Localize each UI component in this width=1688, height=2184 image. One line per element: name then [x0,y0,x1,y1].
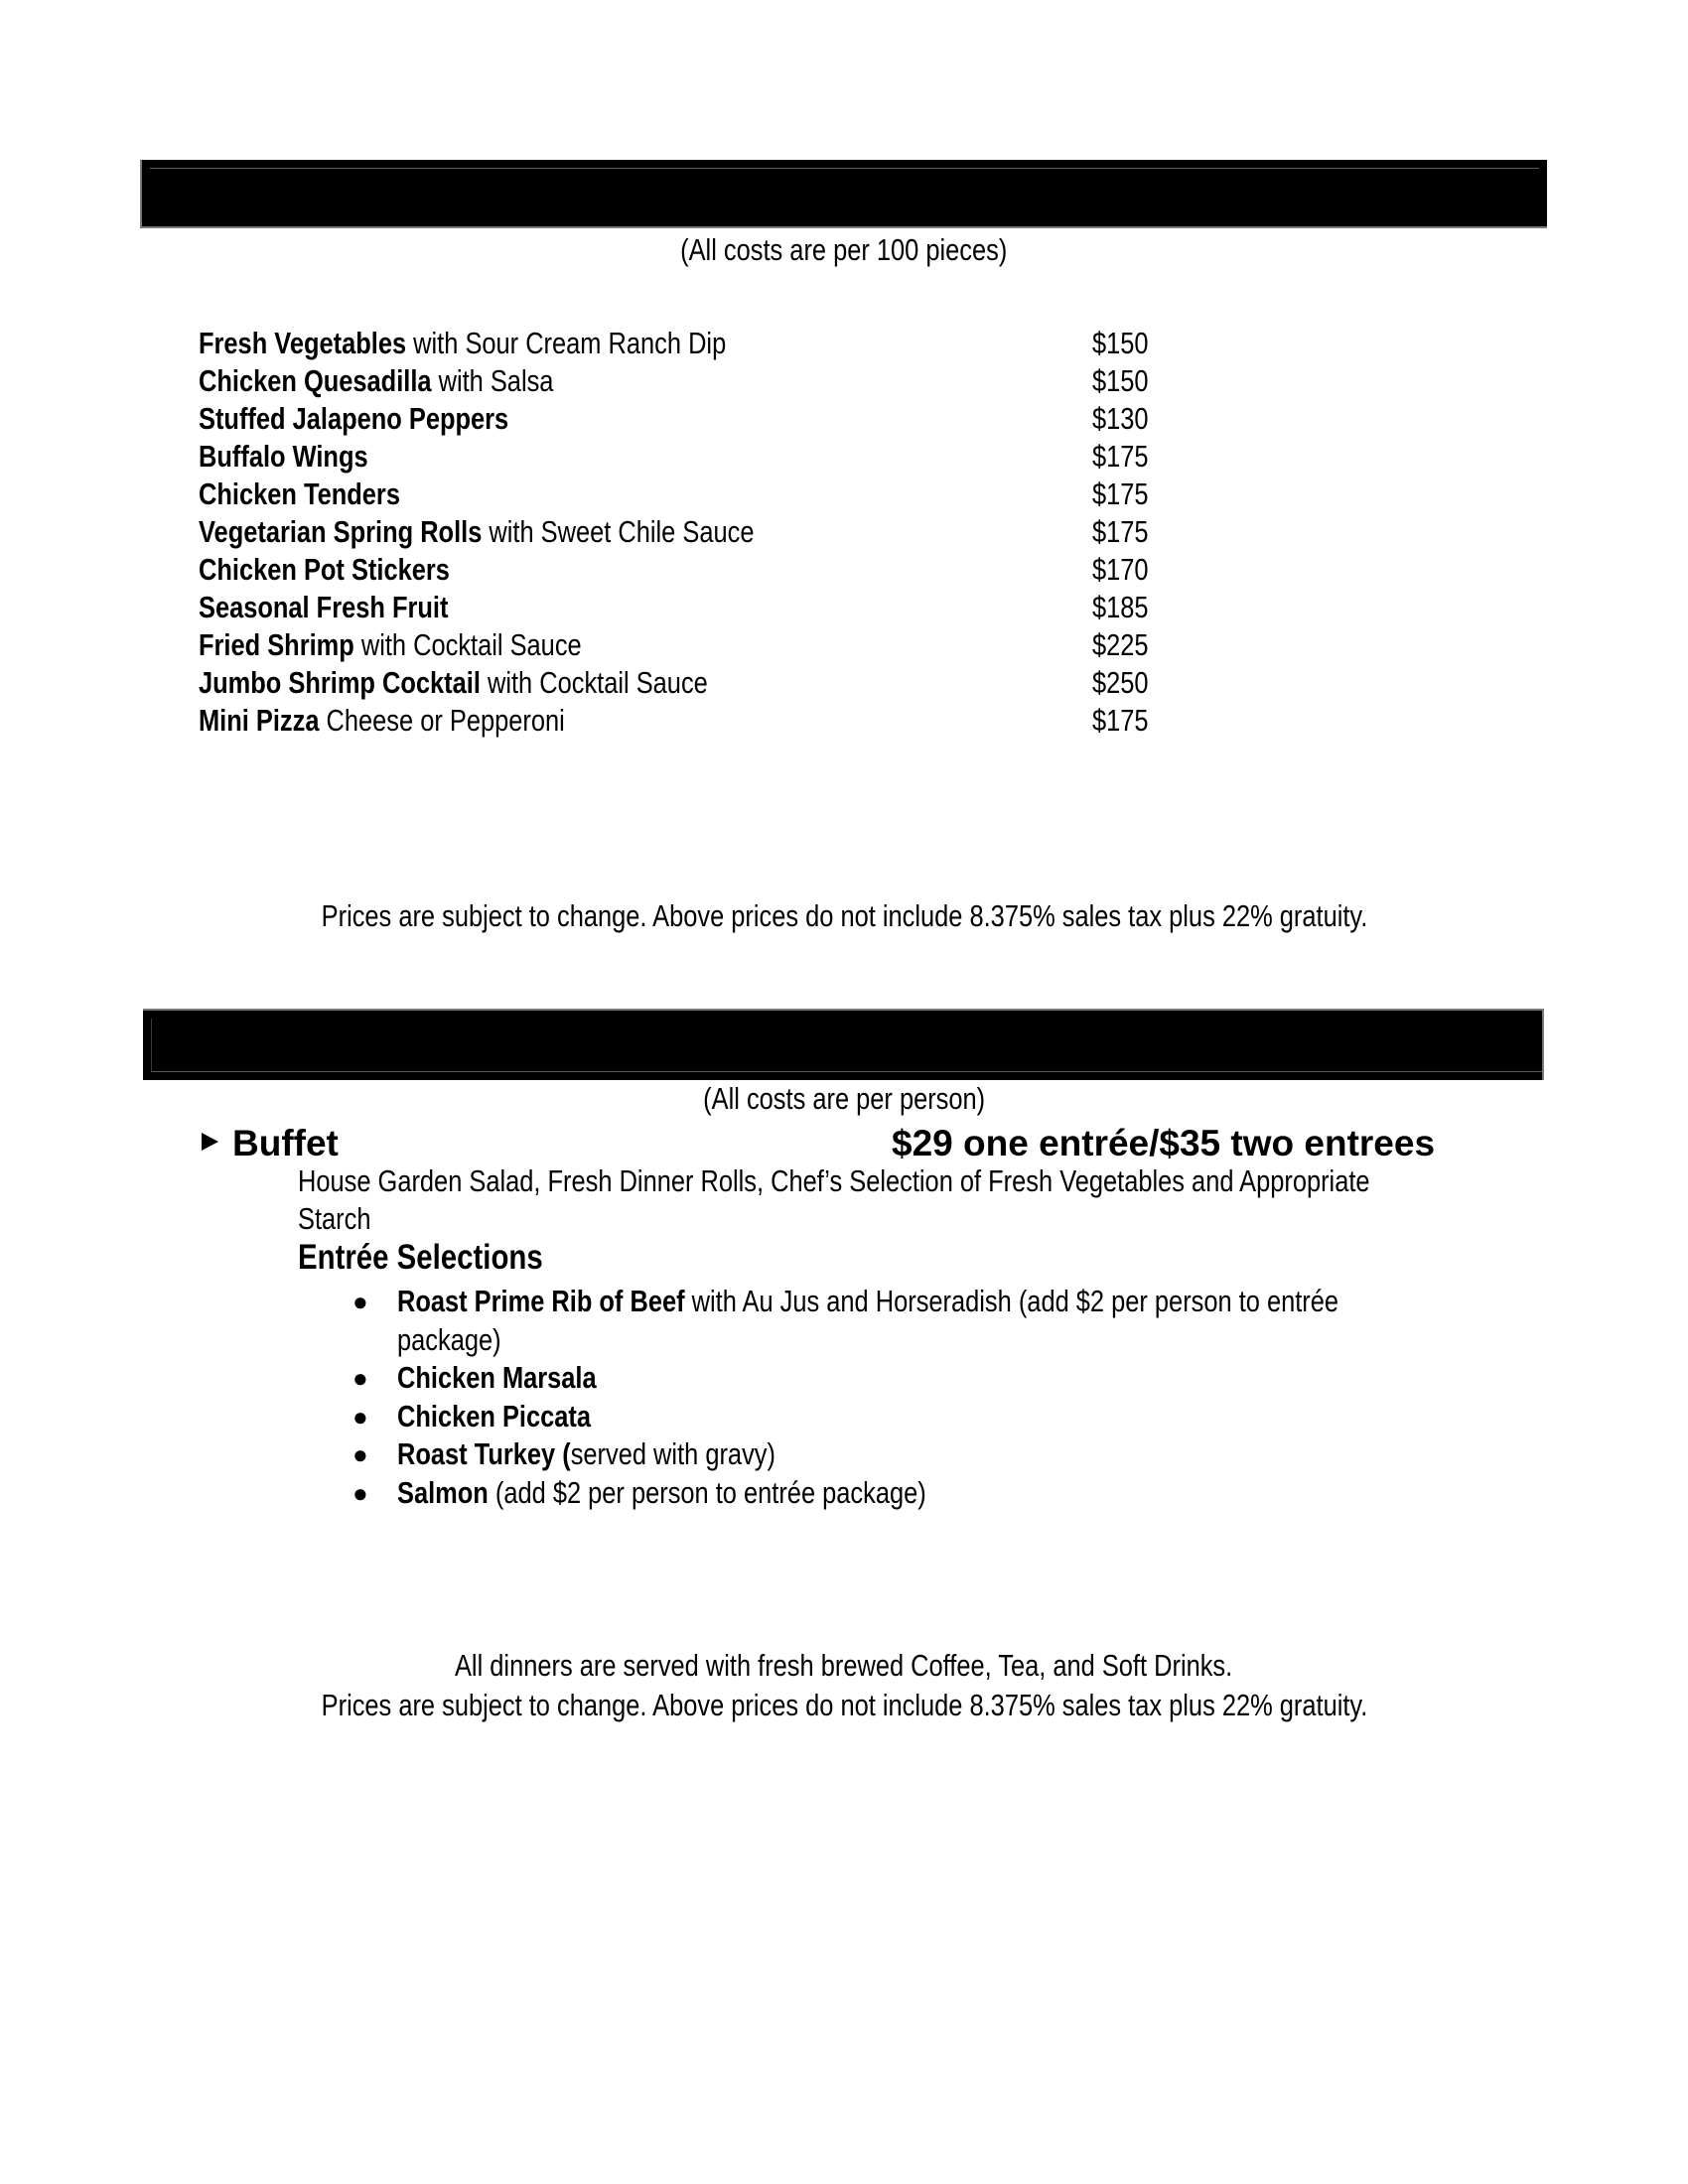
buffet-title: Buffet [232,1123,339,1163]
appetizer-name: Chicken Pot Stickers [199,552,450,587]
appetizer-name: Mini Pizza [199,703,320,738]
appetizer-name: Seasonal Fresh Fruit [199,590,449,624]
dinner-disclaimer [0,1687,1688,1724]
appetizers-disclaimer [0,897,1688,935]
appetizer-label [199,362,553,400]
entree-name: Chicken Piccata [397,1398,591,1433]
bullet-icon: ● [352,1401,368,1432]
appetizer-row [199,664,1192,702]
entree-name: Roast Prime Rib of Beef [397,1284,685,1318]
bullet-icon: ● [352,1439,368,1469]
buffet-heading [202,1122,339,1165]
entree-label [397,1435,775,1474]
appetizers-header-bar [140,160,1547,228]
appetizer-detail: with Sour Cream Ranch Dip [406,326,727,360]
appetizer-detail: with Cocktail Sauce [480,665,708,700]
appetizer-price: $150 [1092,326,1149,360]
entree-name: Roast Turkey ( [397,1436,571,1471]
appetizer-detail: with Salsa [431,363,554,398]
beverage-note [0,1647,1688,1685]
appetizer-label [199,626,582,664]
appetizer-row [199,702,1192,740]
appetizer-row [199,476,1192,513]
appetizer-price: $250 [1092,665,1149,700]
appetizer-row [199,325,1192,362]
appetizer-label [199,702,565,740]
appetizer-name: Buffalo Wings [199,439,368,474]
appetizer-price: $130 [1092,401,1149,436]
bullet-icon: ● [352,1363,368,1393]
appetizer-price: $185 [1092,590,1149,624]
bullet-icon: ● [352,1477,368,1508]
appetizer-label [199,589,448,626]
appetizer-detail: Cheese or Pepperoni [319,703,565,738]
entree-detail-continued: package) [397,1321,501,1357]
entree-selections-heading: Entrée Selections [298,1238,543,1277]
appetizer-name: Jumbo Shrimp Cocktail [199,665,481,700]
header-bar-inner-line [151,1071,1542,1072]
entree-label [397,1474,926,1513]
appetizer-name: Chicken Quesadilla [199,363,432,398]
appetizer-name: Vegetarian Spring Rolls [199,514,483,549]
description-line: House Garden Salad, Fresh Dinner Rolls, Chef’s Selection of Fresh Vegetables and Appropriate [298,1163,1370,1198]
appetizer-label [199,664,708,702]
entree-name: Chicken Marsala [397,1360,597,1395]
appetizer-price: $170 [1092,552,1149,587]
entree-detail: served with gravy) [570,1436,775,1471]
entree-detail: (add $2 per person to entrée package) [488,1474,926,1510]
appetizer-price: $175 [1092,477,1149,511]
entree-label [397,1398,591,1436]
buffet-price: $29 one entrée/$35 two entrees [892,1123,1436,1163]
cost-note-text: (All costs are per 100 pieces) [680,232,1008,267]
disclaimer-text: Prices are subject to change. Above prices do not include 8.375% sales tax plus 22% gratuity. [321,1688,1367,1722]
appetizers-cost-note [0,231,1688,269]
appetizer-row [199,362,1192,400]
appetizer-price: $225 [1092,627,1149,662]
description-line: Starch [298,1201,371,1236]
cost-note-text: (All costs are per person) [703,1081,985,1116]
appetizer-label [199,438,368,476]
appetizer-row [199,551,1192,589]
appetizer-label [199,476,400,513]
dinner-cost-note [0,1080,1688,1118]
bullet-icon: ● [352,1287,368,1316]
appetizer-price: $175 [1092,439,1149,474]
appetizer-name: Chicken Tenders [199,477,400,511]
appetizer-label [199,325,726,362]
appetizer-row [199,626,1192,664]
appetizer-label [199,513,754,551]
appetizer-name: Fresh Vegetables [199,326,407,360]
appetizer-row [199,513,1192,551]
entree-detail: with Au Jus and Horseradish (add $2 per person to entrée [684,1284,1339,1318]
appetizer-list [199,325,1192,740]
appetizer-row [199,589,1192,626]
appetizer-label [199,551,450,589]
appetizer-price: $150 [1092,363,1149,398]
header-bar-inner-vline [151,1019,152,1072]
buffet-description [298,1162,1606,1238]
entree-label [397,1359,597,1398]
header-bar-inner-line [150,168,1539,169]
appetizer-detail: with Sweet Chile Sauce [482,514,755,549]
disclaimer-text: Prices are subject to change. Above prices do not include 8.375% sales tax plus 22% gratuity. [321,898,1367,933]
appetizer-name: Fried Shrimp [199,627,354,662]
appetizer-detail: with Cocktail Sauce [353,627,582,662]
appetizer-name: Stuffed Jalapeno Peppers [199,401,509,436]
beverage-note-text: All dinners are served with fresh brewed Coffee, Tea, and Soft Drinks. [455,1648,1233,1683]
appetizer-label [199,400,508,438]
appetizer-price: $175 [1092,703,1149,738]
entree-label [397,1283,1338,1359]
appetizer-row [199,438,1192,476]
appetizer-row [199,400,1192,438]
triangle-right-icon [202,1133,218,1151]
entree-name: Salmon [397,1474,489,1510]
appetizer-price: $175 [1092,514,1149,549]
dinner-header-bar [143,1009,1544,1080]
